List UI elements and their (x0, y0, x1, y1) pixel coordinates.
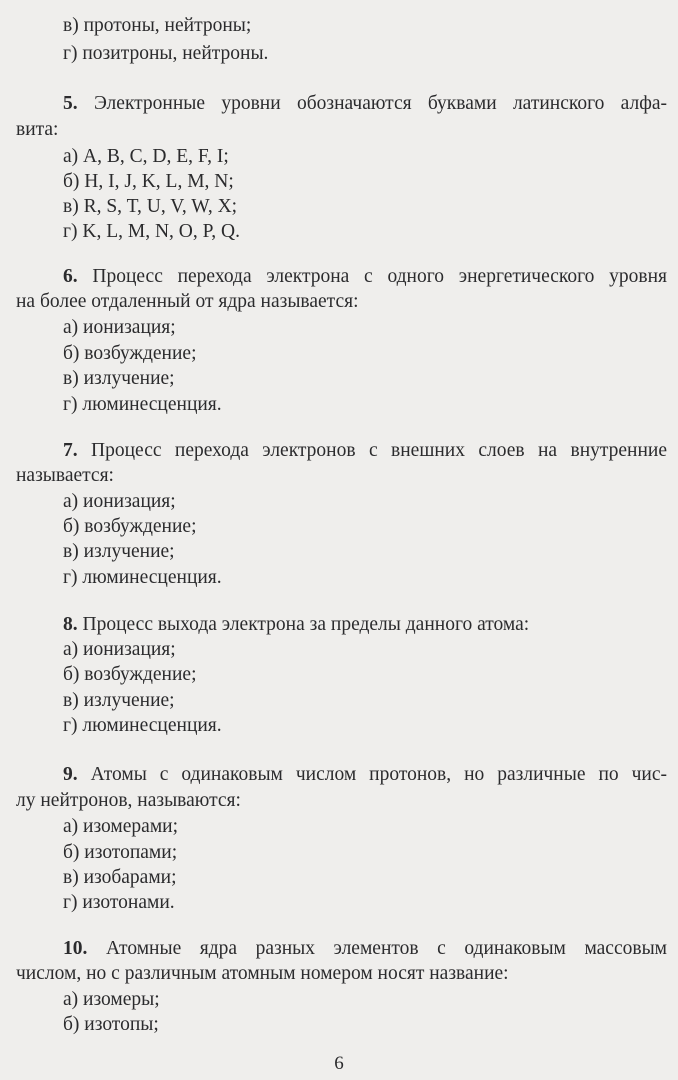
question-text-cont: называется: (16, 465, 114, 486)
question-number: 10. (63, 938, 88, 959)
option: б) изотопы; (63, 1014, 159, 1035)
question-text: Электронные уровни обозначаются буквами латинского алфа- (93, 93, 668, 114)
option: г) K, L, M, N, O, P, Q. (63, 221, 241, 242)
question-number: 7. (63, 440, 78, 461)
option: а) ионизация; (63, 317, 176, 338)
question-text: Процесс выхода электрона за пределы данного атома: (82, 614, 530, 635)
option: в) излучение; (63, 368, 175, 389)
question-text-cont: лу нейтронов, называются: (16, 790, 241, 811)
option: г) люминесценция. (63, 394, 222, 415)
question-number: 6. (63, 266, 78, 287)
option: г) изотонами. (63, 892, 175, 913)
option: а) изомерами; (63, 816, 179, 837)
question-text: Атомные ядра разных элементов с одинаковым массовым (105, 938, 668, 959)
question-text: Атомы с одинаковым числом протонов, но различные по чис- (90, 764, 668, 785)
question-5-stem (63, 92, 667, 116)
option: г) люминесценция. (63, 567, 222, 588)
option: в) протоны, нейтроны; (63, 15, 252, 36)
option: г) позитроны, нейтроны. (63, 43, 269, 64)
option: г) люминесценция. (63, 715, 222, 736)
option: б) возбуждение; (63, 664, 197, 685)
question-number: 9. (63, 764, 78, 785)
question-text-cont: вита: (16, 119, 59, 140)
option: а) ионизация; (63, 491, 176, 512)
question-text: Процесс перехода электронов с внешних слоев на внутренние (91, 440, 668, 461)
question-number: 8. (63, 614, 78, 635)
option: в) излучение; (63, 541, 175, 562)
page-number: 6 (334, 1053, 344, 1074)
option: а) изомеры; (63, 989, 160, 1010)
option: в) R, S, T, U, V, W, X; (63, 196, 238, 217)
option: в) излучение; (63, 690, 175, 711)
question-text: Процесс перехода электрона с одного энергетического уровня (92, 266, 668, 287)
option: б) возбуждение; (63, 343, 197, 364)
option: б) изотопами; (63, 842, 178, 863)
option: а) ионизация; (63, 639, 176, 660)
question-7-stem (63, 439, 667, 463)
question-6-stem (63, 265, 667, 289)
option: б) H, I, J, K, L, M, N; (63, 171, 234, 192)
option: в) изобарами; (63, 867, 177, 888)
question-text-cont: числом, но с различным атомным номером носят название: (16, 963, 509, 984)
option: а) A, B, C, D, E, F, I; (63, 146, 229, 167)
question-9-stem (63, 763, 667, 787)
question-text-cont: на более отдаленный от ядра называется: (16, 291, 359, 312)
question-number: 5. (63, 93, 78, 114)
question-10-stem (63, 937, 667, 961)
question-8-stem (63, 613, 529, 637)
option: б) возбуждение; (63, 516, 197, 537)
